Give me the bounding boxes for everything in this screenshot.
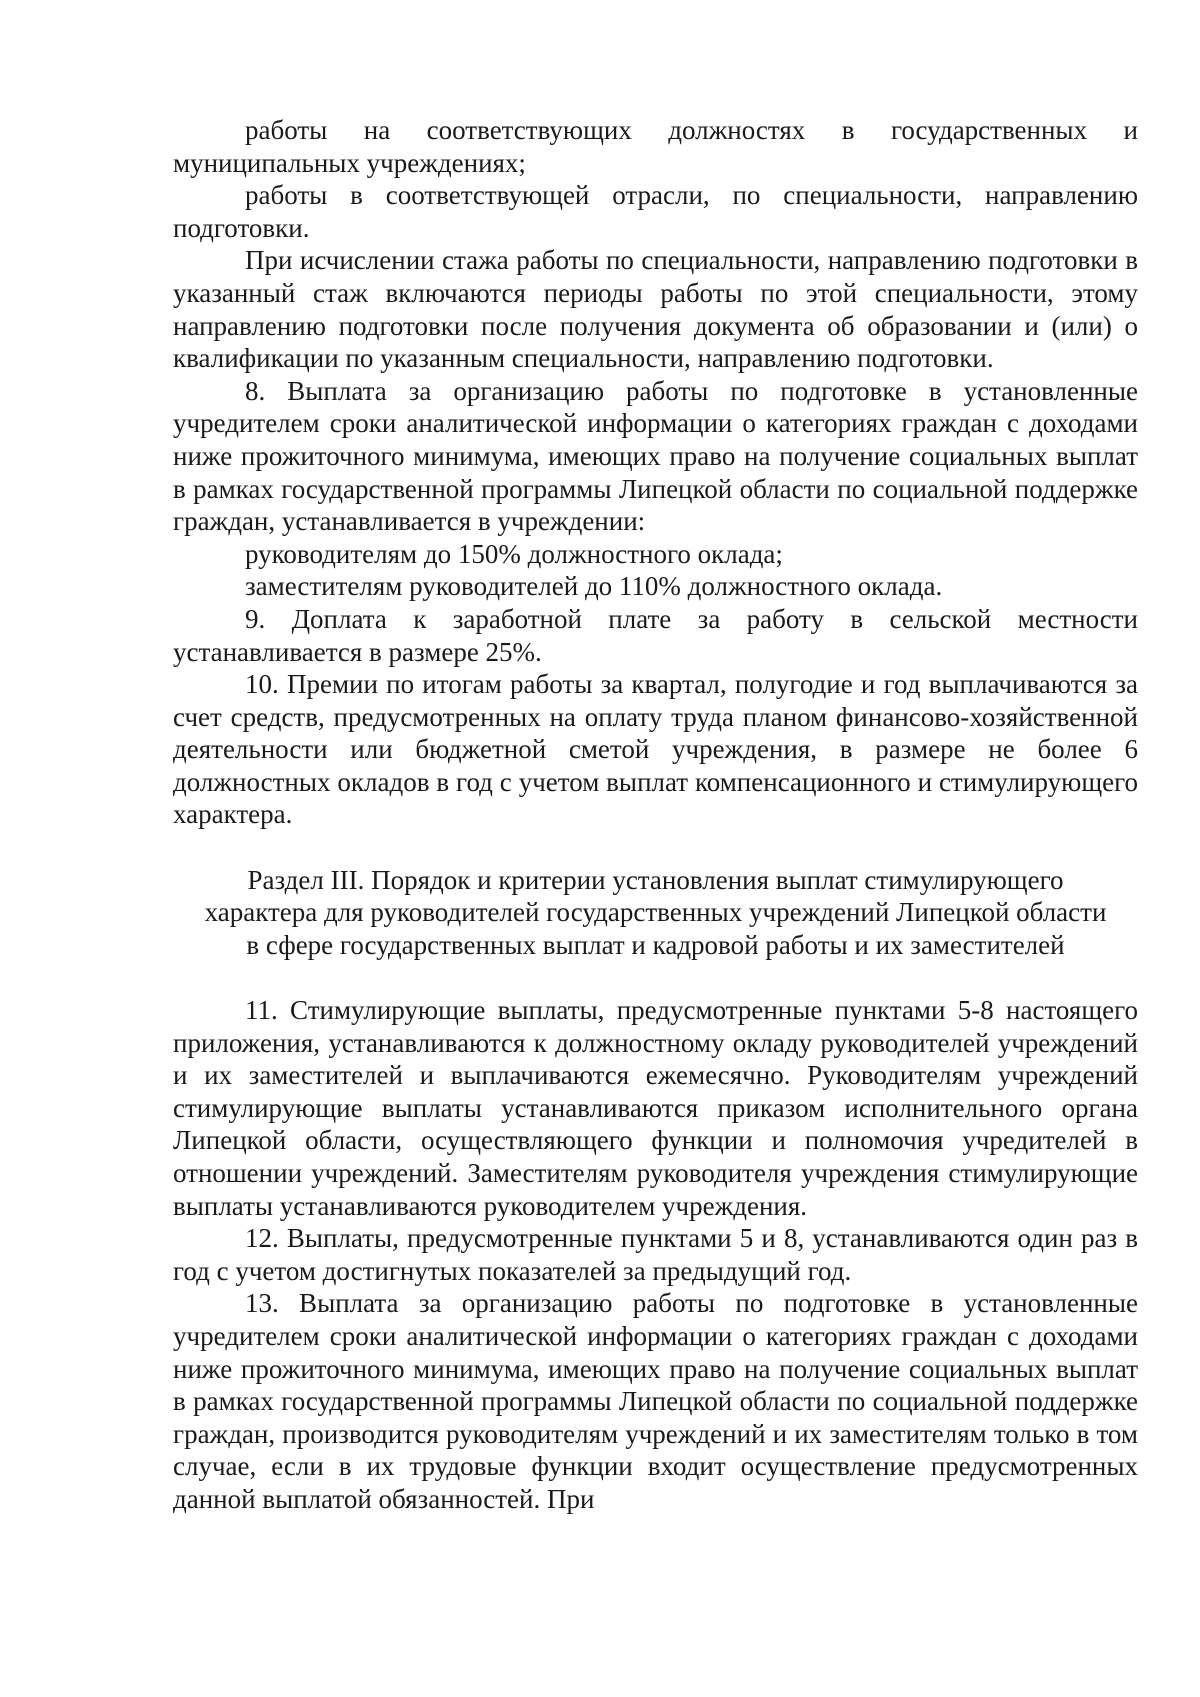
paragraph-heads-rate: руководителям до 150% должностного оклада; [245, 538, 783, 569]
section-heading [173, 864, 1138, 962]
section-heading-line-2: характера для руководителей государственных учреждений Липецкой области [204, 897, 1107, 928]
paragraph-experience-calculation: При исчислении стажа работы по специальности, направлению подготовки в указанный стаж включаются периоды работы по этой специальности, этому направлению подготовки после получения документа об образовании и (или) о квалификации по указанным специальности, направлению подготовки. [173, 245, 1138, 374]
section-heading-line-1: Раздел III. Порядок и критерии установления выплат стимулирующего [247, 864, 1064, 895]
paragraph-deputies-rate: заместителям руководителей до 110% должностного оклада. [245, 571, 943, 602]
paragraph-item-13: 13. Выплата за организацию работы по подготовке в установленные учредителем сроки аналитической информации о категориях граждан с доходами ниже прожиточного минимума, имеющих право на получение социальных выплат в рамках государственной программы Липецкой области по социальной поддержке граждан, производится руководителям учреждений и их заместителям только в том случае, если в их трудовые функции входит осуществление предусмотренных данной выплатой обязанностей. При [173, 1288, 1138, 1514]
paragraph-item-12: 12. Выплаты, предусмотренные пунктами 5 и 8, устанавливаются один раз в год с учетом достигнутых показателей за предыдущий год. [173, 1223, 1138, 1286]
paragraph-item-8: 8. Выплата за организацию работы по подготовке в установленные учредителем сроки аналитической информации о категориях граждан с доходами ниже прожиточного минимума, имеющих право на получение социальных выплат в рамках государственной программы Липецкой области по социальной поддержке граждан, устанавливается в учреждении: [173, 375, 1138, 537]
paragraph-item-11: 11. Стимулирующие выплаты, предусмотренные пунктами 5-8 настоящего приложения, устанавливаются к должностному окладу руководителей учреждений и их заместителей и выплачиваются ежемесячно. Руководителям учреждений стимулирующие выплаты устанавливаются приказом исполнительного органа Липецкой области, осуществляющего функции и полномочия учредителей в отношении учреждений. Заместителям руководителя учреждения стимулирующие выплаты устанавливаются руководителем учреждения. [173, 995, 1138, 1221]
document-body [173, 114, 1138, 1516]
section-heading-line-3: в сфере государственных выплат и кадровой работы и их заместителей [246, 929, 1065, 960]
paragraph-item-10: 10. Премии по итогам работы за квартал, полугодие и год выплачиваются за счет средств, предусмотренных на оплату труда планом финансово-хозяйственной деятельности или бюджетной сметой учреждения, в размере не более 6 должностных окладов в год с учетом выплат компенсационного и стимулирующего характера. [173, 669, 1138, 830]
paragraph-item-9: 9. Доплата к заработной плате за работу в сельской местности устанавливается в размере 25%. [173, 603, 1138, 667]
paragraph-work-industry: работы в соответствующей отрасли, по специальности, направлению подготовки. [173, 180, 1138, 243]
paragraph-work-positions: работы на соответствующих должностях в государственных и муниципальных учреждениях; [173, 115, 1138, 178]
